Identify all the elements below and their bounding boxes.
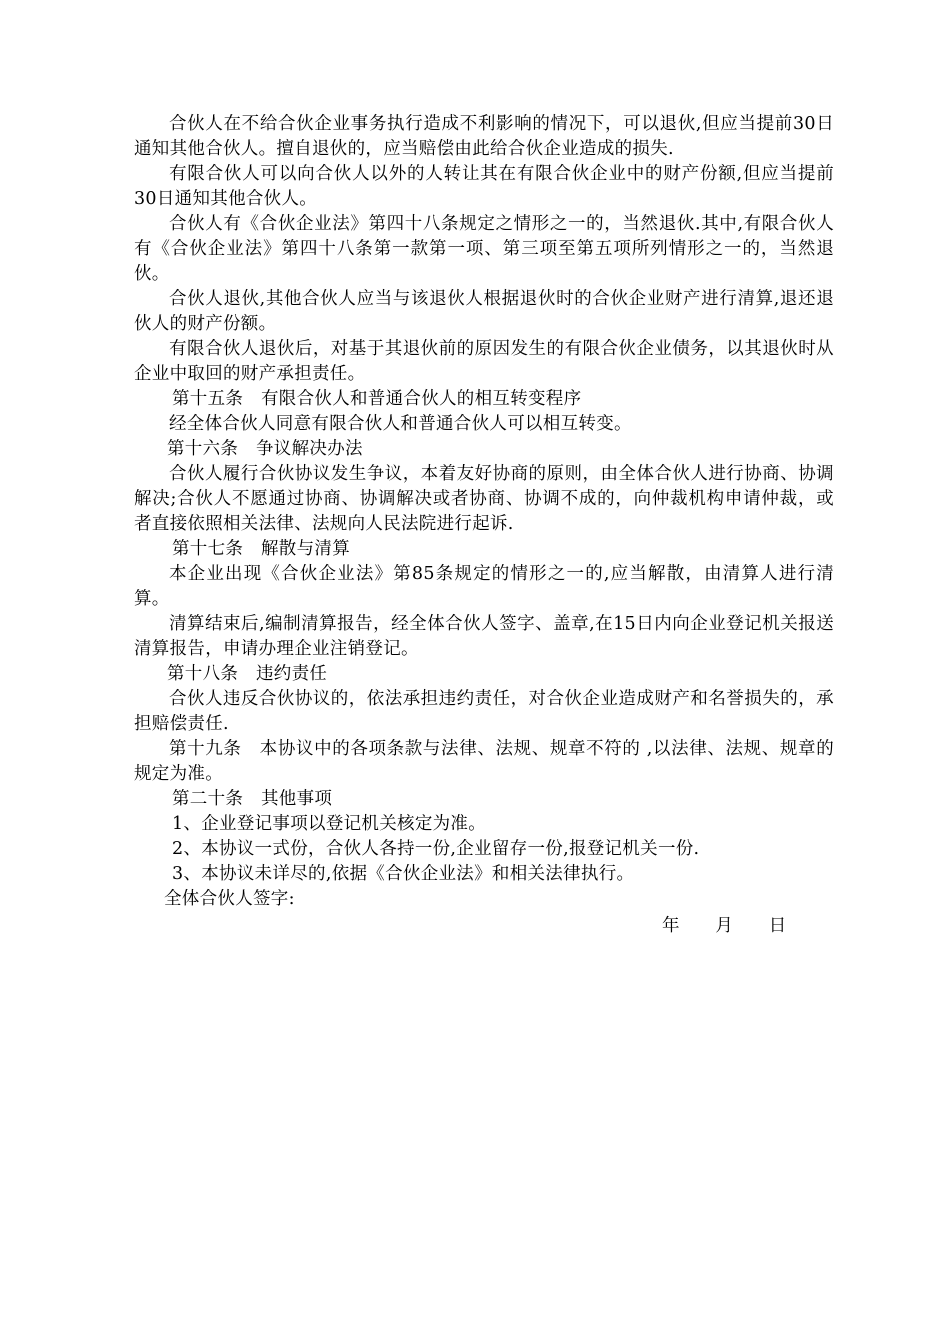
paragraph: 合伙人在不给合伙企业事务执行造成不利影响的情况下，可以退伙,但应当提前30日通知其他合伙人。擅自退伙的，应当赔偿由此给合伙企业造成的损失. bbox=[134, 114, 834, 159]
article-15-heading: 第十五条 有限合伙人和普通合伙人的相互转变程序 bbox=[172, 389, 582, 409]
paragraph: 有限合伙人可以向合伙人以外的人转让其在有限合伙企业中的财产份额,但应当提前30日通知其他合伙人。 bbox=[134, 164, 834, 209]
signature-label: 全体合伙人签字: bbox=[164, 889, 295, 909]
article-16-heading: 第十六条 争议解决办法 bbox=[167, 439, 363, 459]
article-18-heading: 第十八条 违约责任 bbox=[167, 664, 328, 684]
paragraph: 有限合伙人退伙后，对基于其退伙前的原因发生的有限合伙企业债务，以其退伙时从企业中取回的财产承担责任。 bbox=[134, 339, 834, 384]
date-line: 年 月 日 bbox=[662, 916, 787, 936]
article-17-body: 本企业出现《合伙企业法》第85条规定的情形之一的,应当解散，由清算人进行清算。 bbox=[134, 564, 834, 609]
list-item: 1、企业登记事项以登记机关核定为准。 bbox=[172, 814, 487, 834]
article-15-body: 经全体合伙人同意有限合伙人和普通合伙人可以相互转变。 bbox=[169, 414, 632, 434]
article-20-heading: 第二十条 其他事项 bbox=[172, 789, 333, 809]
article-19-body: 第十九条 本协议中的各项条款与法律、法规、规章不符的 ,以法律、法规、规章的规定为准。 bbox=[134, 739, 834, 784]
article-17-body: 清算结束后,编制清算报告，经全体合伙人签字、盖章,在15日内向企业登记机关报送清算报告，申请办理企业注销登记。 bbox=[134, 614, 834, 659]
list-item: 3、本协议未详尽的,依据《合伙企业法》和相关法律执行。 bbox=[172, 864, 635, 884]
paragraph: 合伙人退伙,其他合伙人应当与该退伙人根据退伙时的合伙企业财产进行清算,退还退伙人的财产份额。 bbox=[134, 289, 834, 334]
article-16-body: 合伙人履行合伙协议发生争议，本着友好协商的原则，由全体合伙人进行协商、协调解决;合伙人不愿通过协商、协调解决或者协商、协调不成的，向仲裁机构申请仲裁，或者直接依照相关法律、法规向人民法院进行起诉. bbox=[134, 464, 834, 534]
list-item: 2、本协议一式份，合伙人各持一份,企业留存一份,报登记机关一份. bbox=[172, 839, 700, 859]
document-body bbox=[134, 112, 834, 939]
paragraph: 合伙人有《合伙企业法》第四十八条规定之情形之一的，当然退伙.其中,有限合伙人有《合伙企业法》第四十八条第一款第一项、第三项至第五项所列情形之一的，当然退伙。 bbox=[134, 214, 834, 284]
article-18-body: 合伙人违反合伙协议的，依法承担违约责任，对合伙企业造成财产和名誉损失的，承担赔偿责任. bbox=[134, 689, 834, 734]
article-17-heading: 第十七条 解散与清算 bbox=[172, 539, 350, 559]
